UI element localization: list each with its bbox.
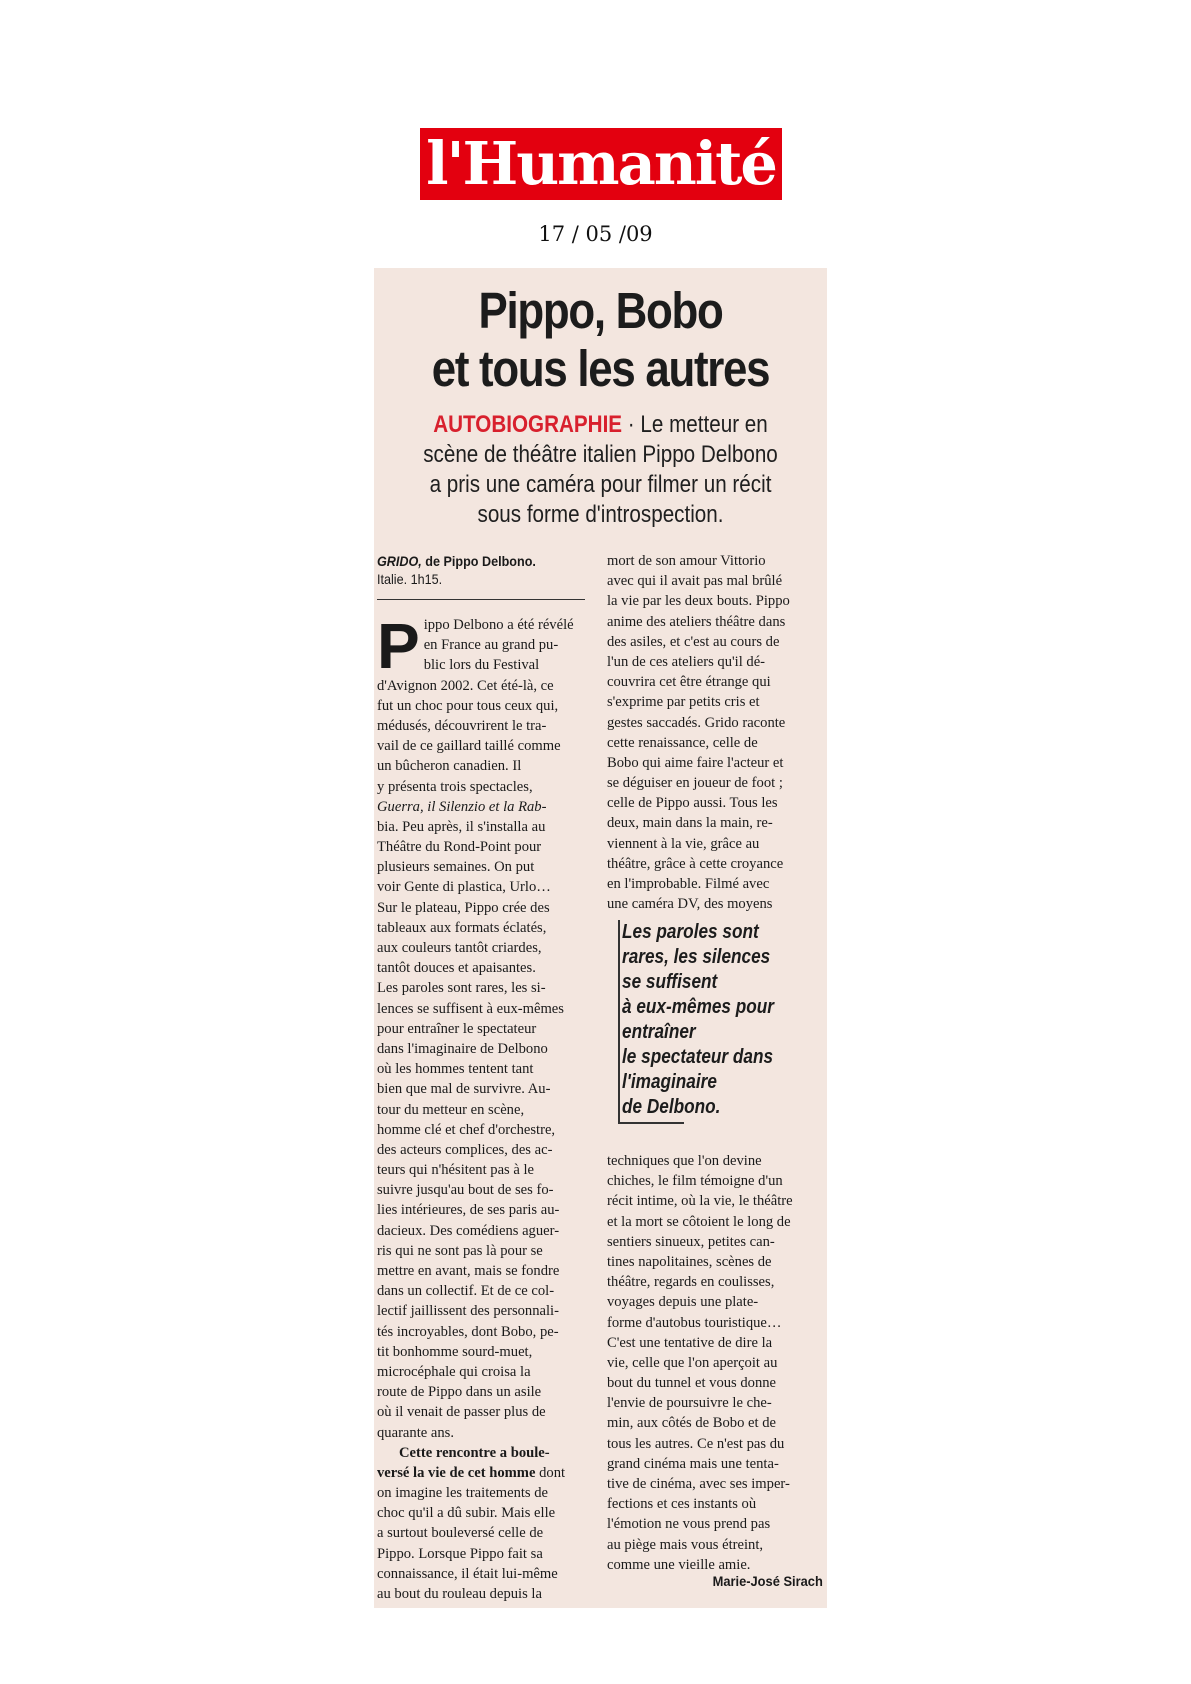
body-line: celle de Pippo aussi. Tous les xyxy=(607,795,778,812)
lead-line: scène de théâtre italien Pippo Delbono xyxy=(423,441,778,468)
article-column-2 xyxy=(607,551,823,914)
pull-quote-line: de Delbono. xyxy=(622,1096,721,1118)
body-line: où les hommes tentent tant xyxy=(377,1061,534,1078)
body-line: bout du tunnel et vous donne xyxy=(607,1375,777,1392)
body-line: en l'improbable. Filmé avec xyxy=(607,876,770,892)
body-line: l'un de ces ateliers qu'il dé- xyxy=(607,653,766,670)
pull-quote-underline xyxy=(618,1122,684,1124)
body-line: où il venait de passer plus de xyxy=(377,1404,546,1421)
body-line: lences se suffisent à eux-mêmes xyxy=(377,1000,564,1017)
film-credit xyxy=(377,552,557,588)
body-line: tous les autres. Ce n'est pas du xyxy=(607,1435,785,1452)
body-line: et la mort se côtoient le long de xyxy=(607,1213,791,1230)
body-line xyxy=(377,1463,591,1483)
body-line: voir Gente di plastica, Urlo… xyxy=(377,879,551,896)
body-line: gestes saccadés. Grido raconte xyxy=(607,714,786,731)
body-line: récit intime, où la vie, le théâtre xyxy=(607,1193,793,1210)
clipping-date: 17 / 05 /09 xyxy=(538,222,653,246)
body-line: tines napolitaines, scènes de xyxy=(607,1253,772,1270)
film-director: de Pippo Delbono. xyxy=(421,553,536,569)
body-line: dans l'imaginaire de Delbono xyxy=(377,1040,548,1057)
body-line: ippo Delbono a été révélé xyxy=(423,617,574,633)
body-run: dont xyxy=(535,1464,566,1481)
pull-quote-line: se suffisent xyxy=(622,971,718,993)
body-line: tive de cinéma, avec ses imper- xyxy=(607,1476,790,1492)
body-line: plusieurs semaines. On put xyxy=(377,859,535,876)
credit-divider xyxy=(377,599,585,600)
body-line: connaissance, il était lui-même xyxy=(377,1565,558,1582)
body-line: Pippo. Lorsque Pippo fait sa xyxy=(377,1545,543,1562)
body-line: bien que mal de survivre. Au- xyxy=(377,1081,551,1098)
pull-quote-line: entraîner xyxy=(622,1021,696,1043)
article-column-1 xyxy=(377,610,591,1604)
newspaper-logo-text: l'Humanité xyxy=(426,129,776,198)
pull-quote-line: Les paroles sont xyxy=(622,921,759,943)
body-line: théâtre, regards en coulisses, xyxy=(607,1274,775,1291)
body-line: une caméra DV, des moyens xyxy=(607,896,773,913)
body-line: cette renaissance, celle de xyxy=(607,734,758,751)
body-line: au bout du rouleau depuis la xyxy=(377,1586,542,1602)
pull-quote-line: rares, les silences xyxy=(622,946,771,968)
body-line: voyages depuis une plate- xyxy=(607,1294,759,1311)
body-line: dacieux. Des comédiens aguer- xyxy=(377,1222,560,1239)
body-line-bold: Cette rencontre a boule- xyxy=(399,1444,550,1461)
headline-line-1: Pippo, Bobo xyxy=(478,282,723,339)
body-line: Bobo qui aime faire l'acteur et xyxy=(607,754,784,771)
body-line: mettre en avant, mais se fondre xyxy=(377,1263,560,1279)
body-line: Guerra, il Silenzio et la Rab- xyxy=(377,798,547,815)
body-line: microcéphale qui croisa la xyxy=(377,1363,531,1380)
lead-line: sous forme d'introspection. xyxy=(477,501,724,528)
body-line: bia. Peu après, il s'installa au xyxy=(377,818,546,835)
body-line: pour entraîner le spectateur xyxy=(377,1020,537,1037)
lead-text: · Le metteur en xyxy=(622,411,768,438)
body-line: anime des ateliers théâtre dans xyxy=(607,613,786,630)
body-line: tés incroyables, dont Bobo, pe- xyxy=(377,1323,559,1340)
body-line: en France au grand pu- xyxy=(423,637,559,654)
body-bold-run: versé la vie de cet homme xyxy=(377,1464,536,1481)
body-line: couvrira cet être étrange qui xyxy=(607,674,771,691)
lead-line: a pris une caméra pour filmer un récit xyxy=(429,471,772,498)
body-line: sentiers sinueux, petites can- xyxy=(607,1233,775,1250)
body-line: techniques que l'on devine xyxy=(607,1153,762,1169)
body-line: quarante ans. xyxy=(377,1424,454,1441)
film-info: Italie. 1h15. xyxy=(377,571,443,587)
body-line: Les paroles sont rares, les si- xyxy=(377,980,546,997)
body-line: Sur le plateau, Pippo crée des xyxy=(377,899,550,916)
kicker: AUTOBIOGRAPHIE xyxy=(433,411,623,438)
body-line: Théâtre du Rond-Point pour xyxy=(377,839,542,856)
body-line: au piège mais vous étreint, xyxy=(607,1536,764,1553)
body-line: l'émotion ne vous prend pas xyxy=(607,1516,771,1533)
body-line: mort de son amour Vittorio xyxy=(607,553,766,569)
body-line: théâtre, grâce à cette croyance xyxy=(607,855,784,872)
body-line: chiches, le film témoigne d'un xyxy=(607,1173,783,1190)
pull-quote xyxy=(622,920,818,1120)
body-line: min, aux côtés de Bobo et de xyxy=(607,1415,777,1432)
body-line: avec qui il avait pas mal brûlé xyxy=(607,573,783,590)
newspaper-logo xyxy=(420,128,782,200)
body-line: aux couleurs tantôt criardes, xyxy=(377,940,542,956)
body-line: vie, celle que l'on aperçoit au xyxy=(607,1354,778,1371)
body-line: y présenta trois spectacles, xyxy=(377,778,533,795)
body-line: se déguiser en joueur de foot ; xyxy=(607,775,783,792)
body-line: des acteurs complices, des ac- xyxy=(377,1141,553,1158)
body-line: C'est une tentative de dire la xyxy=(607,1334,773,1351)
body-line: blic lors du Festival xyxy=(423,657,540,674)
body-line: lies intérieures, de ses paris au- xyxy=(377,1202,560,1219)
pull-quote-line: l'imaginaire xyxy=(622,1071,717,1093)
body-line: a surtout bouleversé celle de xyxy=(377,1525,544,1542)
article-column-2-lower xyxy=(607,1151,823,1575)
body-line: lectif jaillissent des personnali- xyxy=(377,1303,559,1320)
headline-line-2: et tous les autres xyxy=(431,340,770,397)
pull-quote-line: à eux-mêmes pour xyxy=(622,996,774,1018)
body-line: suivre jusqu'au bout de ses fo- xyxy=(377,1182,554,1199)
body-line: la vie par les deux bouts. Pippo xyxy=(607,593,790,610)
body-line: tit bonhomme sourd-muet, xyxy=(377,1343,533,1360)
body-line: viennent à la vie, grâce au xyxy=(607,835,760,852)
body-line: l'envie de poursuivre le che- xyxy=(607,1395,772,1412)
body-line: médusés, découvrirent le tra- xyxy=(377,717,547,734)
body-line: tantôt douces et apaisantes. xyxy=(377,960,536,977)
author-signature: Marie-José Sirach xyxy=(712,1573,823,1589)
body-line: dans un collectif. Et de ce col- xyxy=(377,1283,555,1300)
drop-cap: P xyxy=(377,610,420,682)
body-line: comme une vieille amie. xyxy=(607,1556,751,1573)
body-line: on imagine les traitements de xyxy=(377,1485,549,1502)
body-line: un bûcheron canadien. Il xyxy=(377,758,522,775)
lead-paragraph xyxy=(374,410,827,530)
body-line: teurs qui n'hésitent pas à le xyxy=(377,1162,535,1179)
body-line: tableaux aux formats éclatés, xyxy=(377,919,547,936)
pull-quote-bar xyxy=(618,920,620,1122)
body-line: route de Pippo dans un asile xyxy=(377,1384,542,1401)
body-line: ris qui ne sont pas là pour se xyxy=(377,1242,543,1259)
lead-line xyxy=(406,410,796,440)
body-line: homme clé et chef d'orchestre, xyxy=(377,1121,556,1138)
body-line: choc qu'il a dû subir. Mais elle xyxy=(377,1505,556,1522)
body-line: vail de ce gaillard taillé comme xyxy=(377,738,561,755)
newspaper-clipping xyxy=(374,268,827,1608)
body-line: des asiles, et c'est au cours de xyxy=(607,633,780,650)
body-line: forme d'autobus touristique… xyxy=(607,1314,782,1331)
body-line: grand cinéma mais une tenta- xyxy=(607,1455,779,1472)
body-line: tour du metteur en scène, xyxy=(377,1101,525,1118)
film-title: GRIDO, xyxy=(377,553,422,569)
body-line: fut un choc pour tous ceux qui, xyxy=(377,697,559,714)
pull-quote-line: le spectateur dans xyxy=(622,1046,774,1068)
body-line: fections et ces instants où xyxy=(607,1496,757,1513)
body-line: d'Avignon 2002. Cet été-là, ce xyxy=(377,677,554,694)
body-line: s'exprime par petits cris et xyxy=(607,694,760,711)
body-line: deux, main dans la main, re- xyxy=(607,815,773,832)
